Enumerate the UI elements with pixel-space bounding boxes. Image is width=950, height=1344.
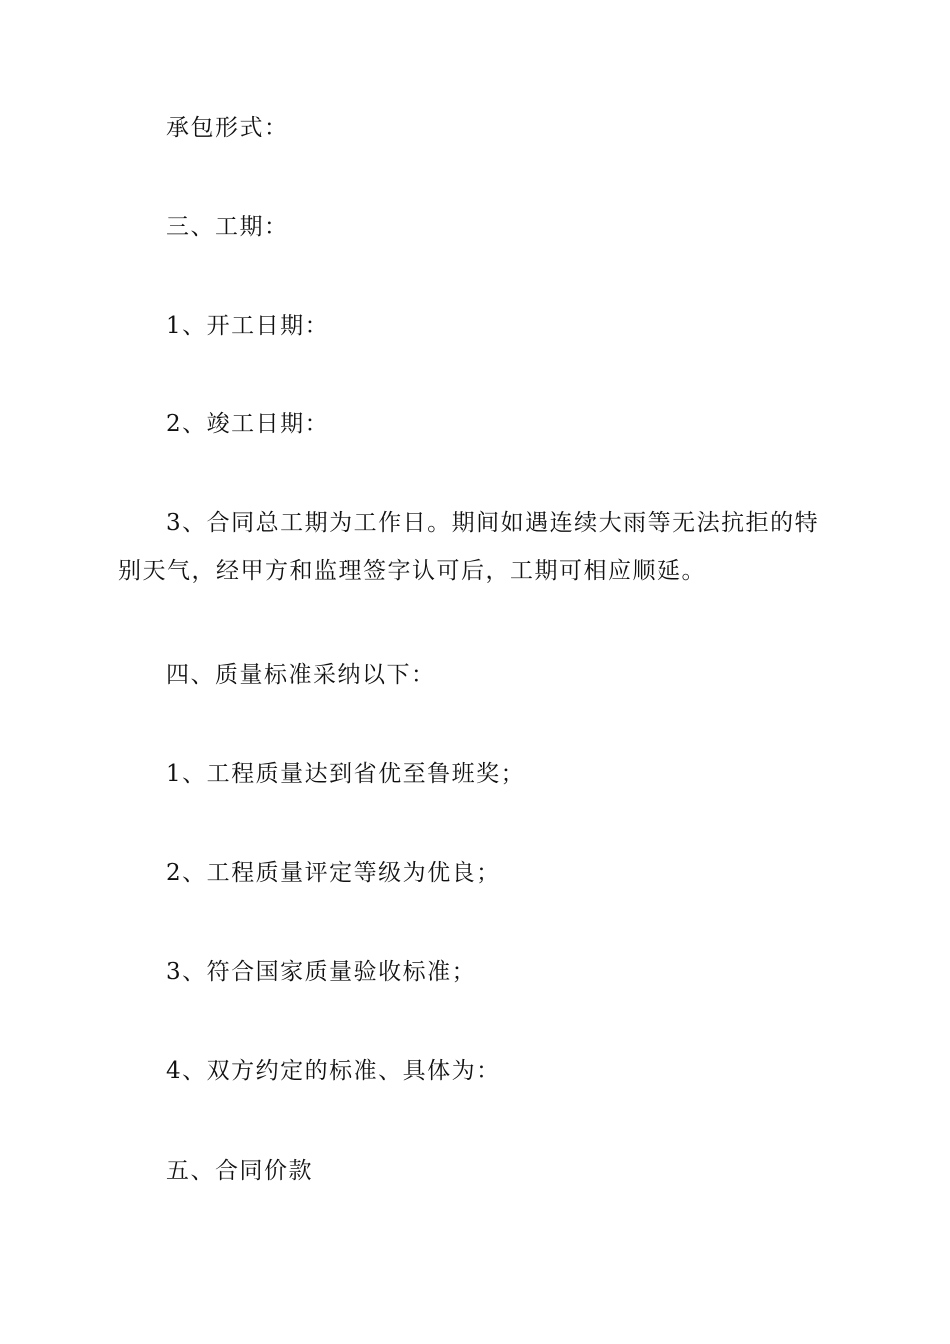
paragraph-national-standard: 3、符合国家质量验收标准；	[166, 959, 477, 985]
section-heading-quality-standard: 四、质量标准采纳以下：	[166, 662, 436, 688]
section-heading-duration: 三、工期：	[166, 214, 289, 240]
paragraph-total-duration: 3、合同总工期为工作日。期间如遇连续大雨等无法抗拒的特别天气，经甲方和监理签字认可后，工期可相应顺延。	[118, 510, 820, 584]
paragraph-contract-form: 承包形式：	[166, 115, 289, 141]
paragraph-quality-grade: 2、工程质量评定等级为优良；	[166, 860, 501, 886]
paragraph-start-date: 1、开工日期：	[166, 313, 330, 339]
paragraph-agreed-standard: 4、双方约定的标准、具体为：	[166, 1058, 501, 1084]
paragraph-completion-date: 2、竣工日期：	[166, 411, 330, 437]
paragraph-quality-award: 1、工程质量达到省优至鲁班奖；	[166, 761, 526, 787]
section-heading-contract-price: 五、合同价款	[166, 1158, 313, 1184]
